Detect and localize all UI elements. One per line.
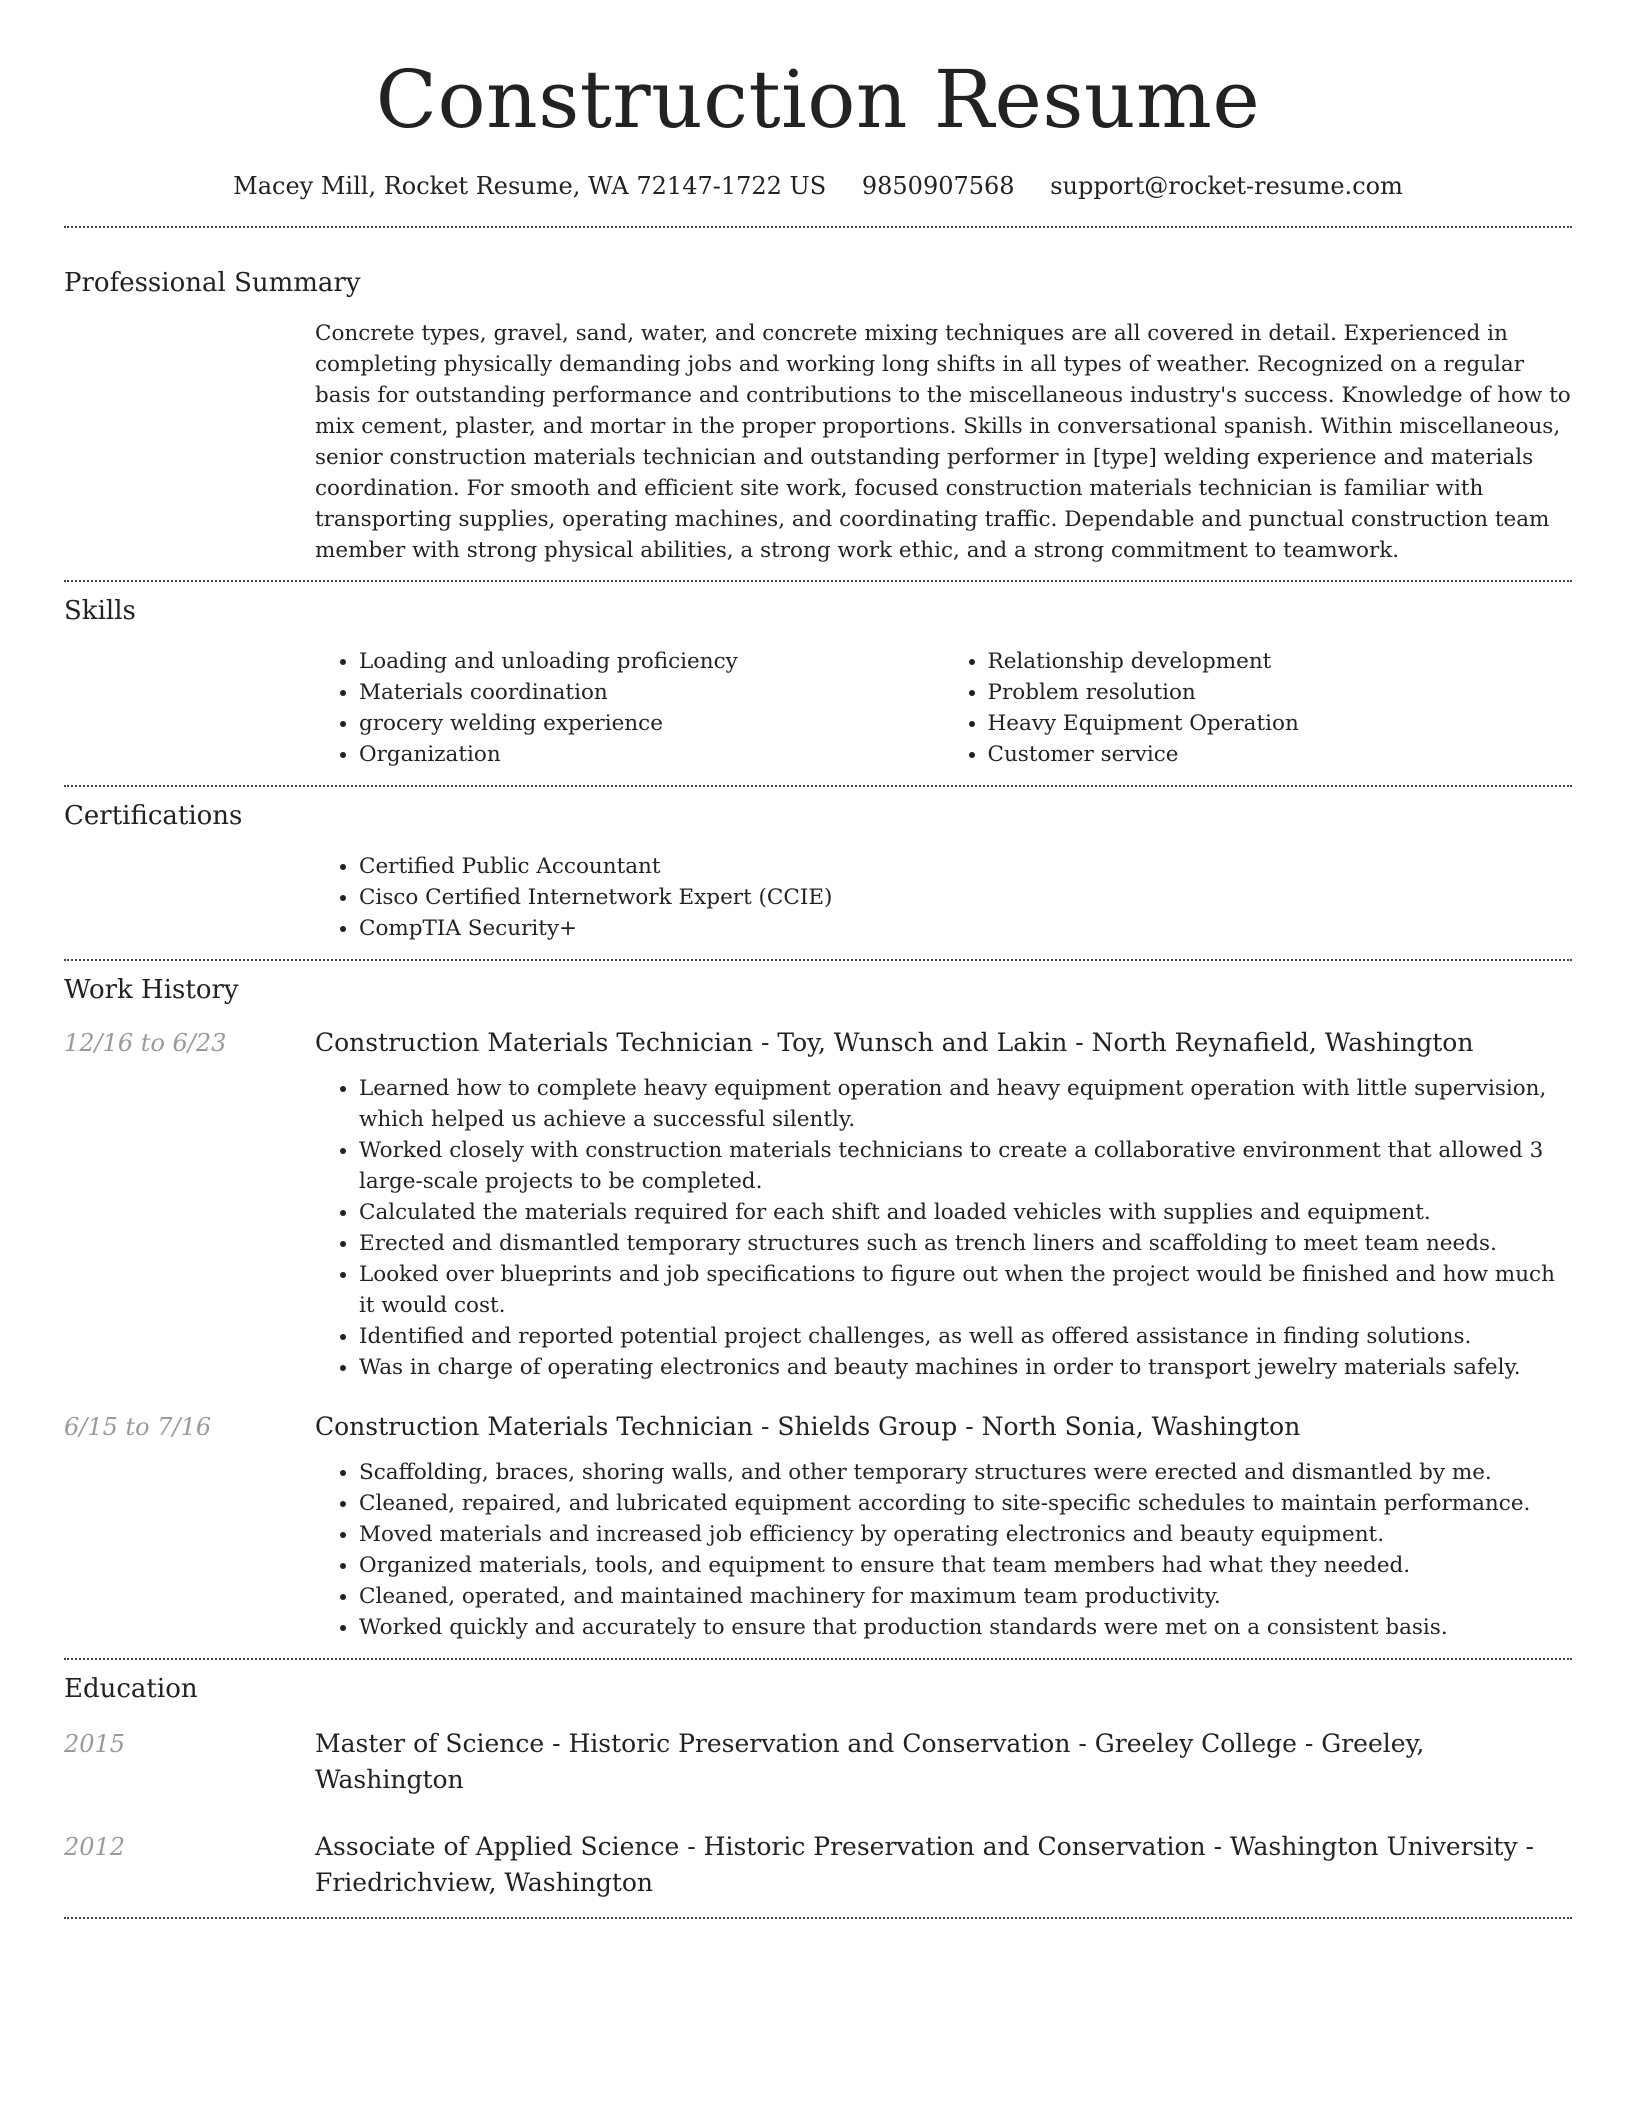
skill-item: • Relationship development — [988, 646, 1573, 677]
divider — [64, 580, 1572, 582]
job-bullet: • Learned how to complete heavy equipment operation and heavy equipment operation with little supervision, which helped us achieve a successful silently. — [359, 1073, 1572, 1135]
skill-item: • grocery welding experience — [359, 708, 944, 739]
job-bullet: • Moved materials and increased job efficiency by operating electronics and beauty equipment. — [359, 1519, 1572, 1550]
job-bullet: • Looked over blueprints and job specifications to figure out when the project would be finished and how much it would cost. — [359, 1259, 1572, 1321]
skill-item: • Customer service — [988, 739, 1573, 770]
skills-list-left — [315, 646, 944, 770]
section-title-skills: Skills — [64, 596, 136, 626]
divider — [64, 785, 1572, 787]
certification-item: • Cisco Certified Internetwork Expert (CCIE) — [359, 882, 1572, 913]
divider — [64, 1917, 1572, 1919]
job-bullet: • Was in charge of operating electronics and beauty machines in order to transport jewelry materials safely. — [359, 1352, 1572, 1383]
divider — [64, 1658, 1572, 1660]
job-bullet: • Cleaned, operated, and maintained machinery for maximum team productivity. — [359, 1581, 1572, 1612]
job-bullet: • Organized materials, tools, and equipment to ensure that team members had what they needed. — [359, 1550, 1572, 1581]
work-history-section — [64, 973, 1572, 1643]
section-title-summary: Professional Summary — [64, 268, 361, 298]
summary-text: Concrete types, gravel, sand, water, and concrete mixing techniques are all covered in detail. Experienced in completing physically demanding jobs and working long shifts in all types of weather. Recognized on a regular basis for outstanding performance and contributions to the miscellaneous industry's success. Knowledge of how to mix cement, plaster, and mortar in the proper proportions. Skills in conversational spanish. Within miscellaneous, senior construction materials technician and outstanding performer in [type] welding experience and materials coordination. For smooth and efficient site work, focused construction materials technician is familiar with transporting supplies, operating machines, and coordinating traffic. Dependable and punctual construction team member with strong physical abilities, a strong work ethic, and a strong commitment to teamwork. — [315, 321, 1571, 563]
section-title-certifications: Certifications — [64, 801, 243, 831]
job-heading: Construction Materials Technician - Shields Group - North Sonia, Washington — [315, 1412, 1301, 1441]
certification-item: • CompTIA Security+ — [359, 913, 1572, 944]
education-year: 2015 — [64, 1730, 126, 1758]
certifications-section — [64, 799, 1572, 944]
certifications-list — [315, 851, 1572, 944]
education-section — [64, 1672, 1572, 1901]
skill-item: • Heavy Equipment Operation — [988, 708, 1573, 739]
job-dates: 6/15 to 7/16 — [64, 1413, 212, 1441]
skills-section — [64, 594, 1572, 770]
job-bullet: • Worked quickly and accurately to ensure that production standards were met on a consistent basis. — [359, 1612, 1572, 1643]
divider — [64, 226, 1572, 228]
education-heading: Associate of Applied Science - Historic Preservation and Conservation - Washington University - Friedrichview, Washington — [315, 1832, 1534, 1897]
job-bullet: • Worked closely with construction materials technicians to create a collaborative environment that allowed 3 large-scale projects to be completed. — [359, 1135, 1572, 1197]
job-bullets — [315, 1457, 1572, 1643]
job-bullets — [315, 1073, 1572, 1383]
education-year: 2012 — [64, 1833, 126, 1861]
contact-email: support@rocket-resume.com — [1050, 172, 1403, 200]
job-bullet: • Scaffolding, braces, shoring walls, and other temporary structures were erected and dismantled by me. — [359, 1457, 1572, 1488]
skill-item: • Problem resolution — [988, 677, 1573, 708]
job-entry — [64, 1025, 1572, 1061]
skill-item: • Organization — [359, 739, 944, 770]
education-entry — [64, 1829, 1572, 1901]
summary-section — [64, 266, 1572, 566]
education-entry — [64, 1726, 1572, 1798]
contact-phone: 9850907568 — [861, 172, 1015, 200]
skill-item: • Loading and unloading proficiency — [359, 646, 944, 677]
contact-address: Macey Mill, Rocket Resume, WA 72147-1722 US — [233, 172, 827, 200]
contact-line — [64, 170, 1572, 202]
job-bullet: • Identified and reported potential project challenges, as well as offered assistance in finding solutions. — [359, 1321, 1572, 1352]
section-title-education: Education — [64, 1674, 198, 1704]
resume-page — [64, 0, 1572, 1919]
job-bullet: • Calculated the materials required for each shift and loaded vehicles with supplies and equipment. — [359, 1197, 1572, 1228]
skill-item: • Materials coordination — [359, 677, 944, 708]
job-bullet: • Cleaned, repaired, and lubricated equipment according to site-specific schedules to maintain performance. — [359, 1488, 1572, 1519]
education-heading: Master of Science - Historic Preservation and Conservation - Greeley College - Greeley, Washington — [315, 1729, 1425, 1794]
certification-item: • Certified Public Accountant — [359, 851, 1572, 882]
divider — [64, 959, 1572, 961]
job-dates: 12/16 to 6/23 — [64, 1029, 227, 1057]
job-heading: Construction Materials Technician - Toy, Wunsch and Lakin - North Reynafield, Washington — [315, 1028, 1474, 1057]
job-bullet: • Erected and dismantled temporary structures such as trench liners and scaffolding to meet team needs. — [359, 1228, 1572, 1259]
job-entry — [64, 1409, 1572, 1445]
page-title: Construction Resume — [375, 53, 1261, 146]
skills-list-right — [944, 646, 1573, 770]
section-title-work-history: Work History — [64, 975, 239, 1005]
